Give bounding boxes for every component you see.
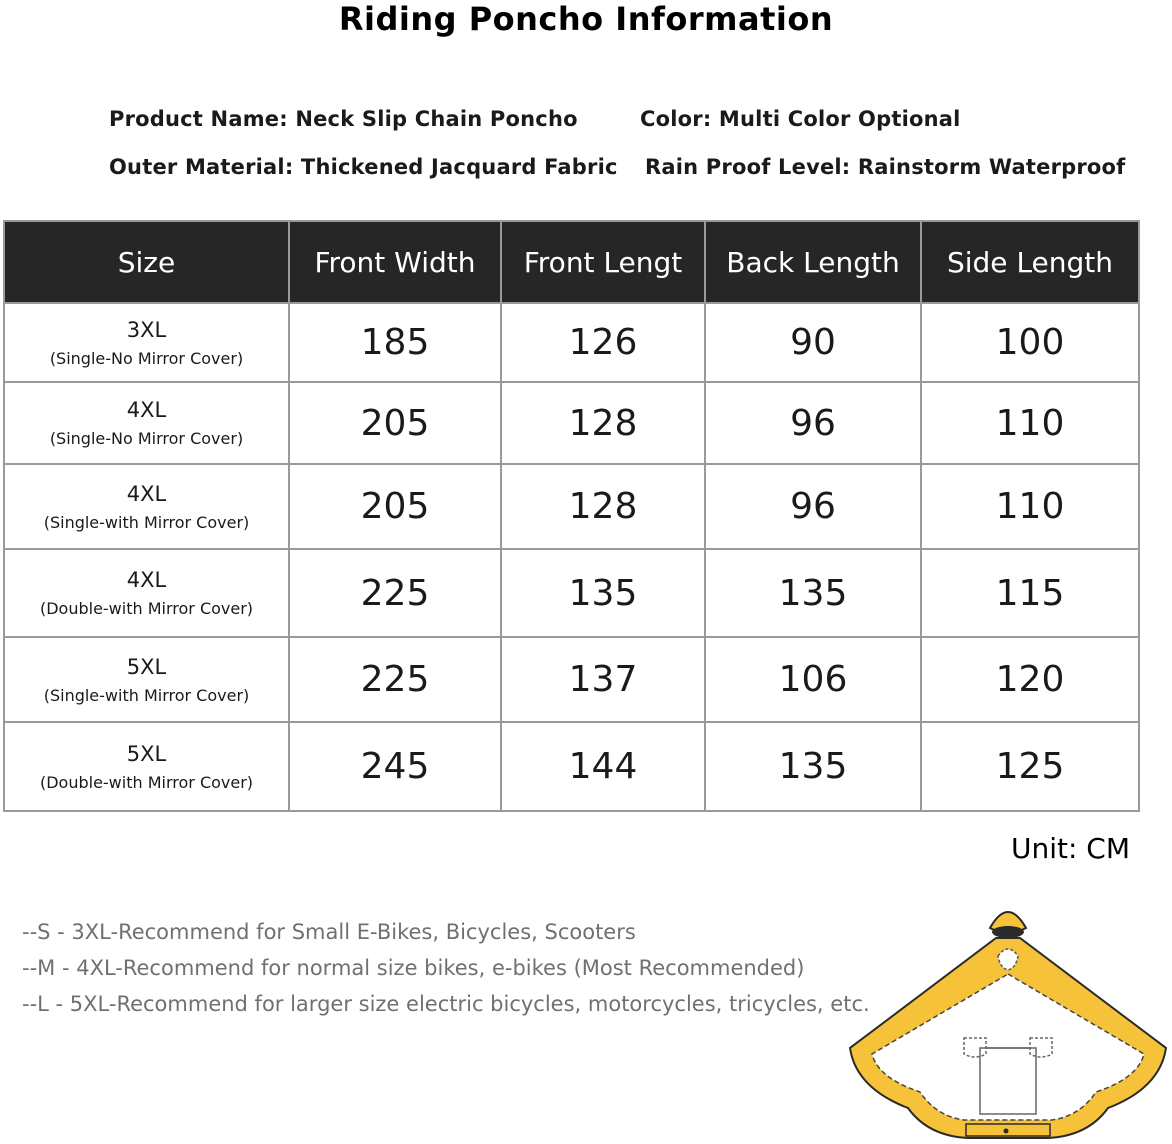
size-table: [3, 220, 1140, 812]
table-row: [4, 637, 1139, 722]
recommendation-small: --S - 3XL-Recommend for Small E-Bikes, Bicycles, Scooters: [22, 920, 636, 944]
front-width-value: 185: [289, 303, 501, 382]
table-header-row: [4, 221, 1139, 303]
size-note: (Double-with Mirror Cover): [39, 772, 254, 792]
header-front-length: Front Lengt: [501, 221, 705, 303]
side-length-value: 100: [921, 303, 1139, 382]
side-length-value: 120: [921, 637, 1139, 722]
front-width-value: 245: [289, 722, 501, 811]
table-row: [4, 303, 1139, 382]
front-width-value: 225: [289, 637, 501, 722]
size-note: (Single-No Mirror Cover): [49, 348, 244, 368]
front-length-value: 128: [501, 464, 705, 549]
size-cell: [4, 464, 289, 549]
back-length-value: 96: [705, 382, 921, 464]
side-length-value: 115: [921, 549, 1139, 637]
back-length-value: 135: [705, 722, 921, 811]
size-note: (Single-with Mirror Cover): [43, 685, 250, 705]
size-cell: [4, 722, 289, 811]
size-note: (Double-with Mirror Cover): [39, 599, 254, 618]
color-text: Color: Multi Color Optional: [640, 107, 961, 131]
size-note: (Single-No Mirror Cover): [49, 429, 244, 448]
size-cell: [4, 303, 289, 382]
header-side-length: Side Length: [921, 221, 1139, 303]
size-cell: [4, 382, 289, 464]
table-row: [4, 382, 1139, 464]
side-length-value: 125: [921, 722, 1139, 811]
size-label: 4XL: [126, 398, 167, 422]
header-back-length: Back Length: [705, 221, 921, 303]
front-width-value: 225: [289, 549, 501, 637]
product-name-text: Product Name: Neck Slip Chain Poncho: [109, 107, 578, 131]
front-width-value: 205: [289, 382, 501, 464]
table-row: [4, 549, 1139, 637]
poncho-diagram-icon: [848, 898, 1168, 1142]
recommendation-large: --L - 5XL-Recommend for larger size electric bicycles, motorcycles, tricycles, etc.: [22, 992, 870, 1016]
size-label: 5XL: [126, 654, 167, 679]
size-label: 3XL: [126, 317, 167, 342]
rain-proof-text: Rain Proof Level: Rainstorm Waterproof: [645, 155, 1126, 179]
size-label: 4XL: [126, 481, 167, 506]
header-size: Size: [4, 221, 289, 303]
size-note: (Single-with Mirror Cover): [43, 512, 250, 532]
front-length-value: 135: [501, 549, 705, 637]
size-label: 5XL: [126, 741, 167, 766]
outer-material-text: Outer Material: Thickened Jacquard Fabric: [109, 155, 618, 179]
header-front-width: Front Width: [289, 221, 501, 303]
size-label: 4XL: [126, 568, 167, 592]
page-title: Riding Poncho Information: [338, 0, 834, 38]
back-length-value: 106: [705, 637, 921, 722]
back-length-value: 96: [705, 464, 921, 549]
unit-label: Unit: CM: [1010, 832, 1130, 865]
front-length-value: 137: [501, 637, 705, 722]
recommendation-medium: --M - 4XL-Recommend for normal size bikes, e-bikes (Most Recommended): [22, 956, 805, 980]
side-length-value: 110: [921, 382, 1139, 464]
front-length-value: 144: [501, 722, 705, 811]
table-row: [4, 722, 1139, 811]
size-cell: [4, 549, 289, 637]
front-width-value: 205: [289, 464, 501, 549]
side-length-value: 110: [921, 464, 1139, 549]
back-length-value: 135: [705, 549, 921, 637]
front-length-value: 126: [501, 303, 705, 382]
front-length-value: 128: [501, 382, 705, 464]
size-cell: [4, 637, 289, 722]
table-row: [4, 464, 1139, 549]
back-length-value: 90: [705, 303, 921, 382]
